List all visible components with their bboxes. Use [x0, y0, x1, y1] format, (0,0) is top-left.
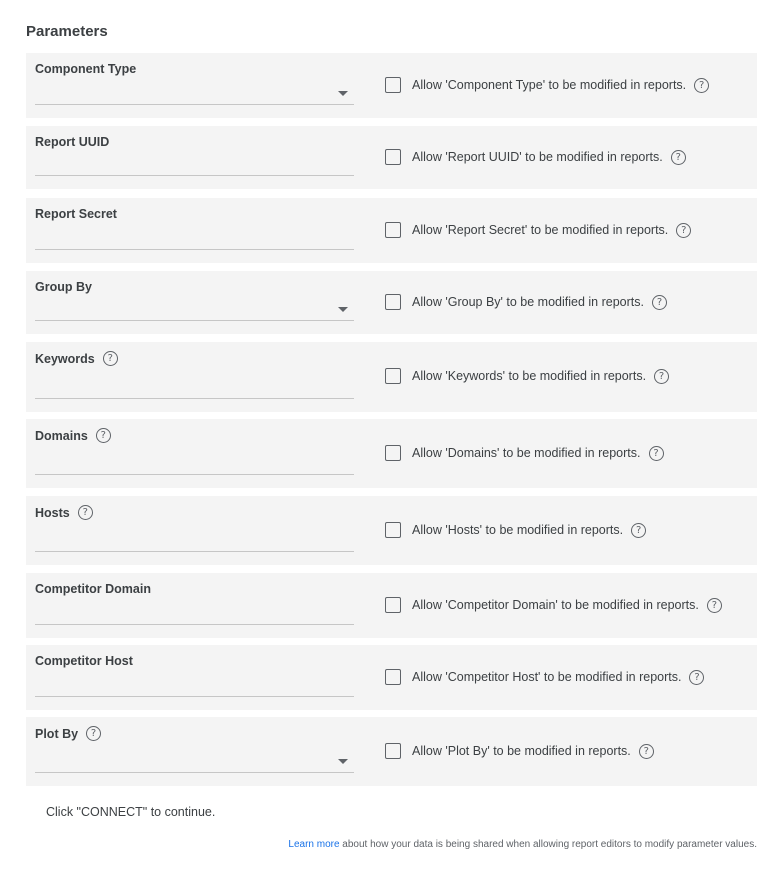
param-label-component-type [35, 62, 136, 76]
help-icon[interactable]: ? [707, 598, 722, 613]
learn-more-link[interactable]: Learn more [288, 839, 340, 850]
dropdown-arrow-icon[interactable] [338, 91, 348, 96]
allow-modify-component-type [385, 77, 709, 93]
param-label-domains [35, 428, 111, 443]
allow-modify-competitor-domain [385, 597, 722, 613]
help-icon[interactable]: ? [676, 223, 691, 238]
help-icon[interactable]: ? [96, 428, 111, 443]
param-label-text: Keywords [35, 351, 95, 366]
param-label-competitor-domain [35, 582, 151, 596]
help-icon[interactable]: ? [649, 446, 664, 461]
allow-checkbox[interactable] [385, 149, 401, 165]
param-label-hosts [35, 505, 93, 520]
param-row-report-uuid [26, 126, 757, 189]
allow-checkbox[interactable] [385, 597, 401, 613]
allow-checkbox[interactable] [385, 368, 401, 384]
param-label-report-secret [35, 207, 117, 221]
param-row-domains [26, 419, 757, 488]
help-icon[interactable]: ? [103, 351, 118, 366]
param-label-text: Domains [35, 428, 88, 443]
help-icon[interactable]: ? [86, 726, 101, 741]
param-row-competitor-host [26, 645, 757, 710]
allow-checkbox[interactable] [385, 77, 401, 93]
allow-text: Allow 'Group By' to be modified in reports. [412, 295, 644, 309]
dropdown-arrow-icon[interactable] [338, 307, 348, 312]
param-row-group-by [26, 271, 757, 334]
param-select-component-type[interactable] [35, 104, 354, 105]
param-select-group-by[interactable] [35, 320, 354, 321]
allow-text: Allow 'Competitor Host' to be modified in reports. [412, 670, 682, 684]
help-icon[interactable]: ? [652, 295, 667, 310]
param-row-component-type [26, 53, 757, 118]
param-label-keywords [35, 351, 118, 366]
param-label-text: Component Type [35, 62, 137, 76]
allow-modify-plot-by [385, 743, 654, 759]
param-label-text: Hosts [35, 505, 70, 520]
allow-modify-competitor-host [385, 669, 704, 685]
param-input-report-secret[interactable] [35, 249, 354, 250]
allow-modify-group-by [385, 294, 667, 310]
help-icon[interactable]: ? [654, 369, 669, 384]
allow-modify-hosts [385, 522, 646, 538]
param-label-text: Competitor Host [35, 654, 133, 668]
param-label-group-by [35, 280, 92, 294]
allow-checkbox[interactable] [385, 294, 401, 310]
param-row-report-secret [26, 198, 757, 263]
allow-modify-domains [385, 445, 664, 461]
param-input-competitor-host[interactable] [35, 696, 354, 697]
allow-checkbox[interactable] [385, 669, 401, 685]
dropdown-arrow-icon[interactable] [338, 759, 348, 764]
section-title: Parameters [26, 23, 108, 40]
allow-text: Allow 'Hosts' to be modified in reports. [412, 523, 624, 537]
footer-note [288, 839, 757, 850]
param-row-plot-by [26, 717, 757, 786]
allow-checkbox[interactable] [385, 522, 401, 538]
allow-text: Allow 'Report Secret' to be modified in reports. [412, 223, 669, 237]
param-input-keywords[interactable] [35, 398, 354, 399]
param-row-competitor-domain [26, 573, 757, 638]
param-label-report-uuid [35, 135, 109, 149]
param-input-report-uuid[interactable] [35, 175, 354, 176]
param-label-text: Report UUID [35, 135, 110, 149]
allow-checkbox[interactable] [385, 445, 401, 461]
param-input-competitor-domain[interactable] [35, 624, 354, 625]
param-label-competitor-host [35, 654, 133, 668]
param-input-domains[interactable] [35, 474, 354, 475]
allow-text: Allow 'Competitor Domain' to be modified in reports. [412, 598, 699, 612]
param-label-plot-by [35, 726, 101, 741]
allow-checkbox[interactable] [385, 222, 401, 238]
allow-checkbox[interactable] [385, 743, 401, 759]
allow-text: Allow 'Domains' to be modified in reports. [412, 446, 641, 460]
allow-text: Allow 'Component Type' to be modified in reports. [412, 78, 687, 92]
help-icon[interactable]: ? [78, 505, 93, 520]
allow-text: Allow 'Plot By' to be modified in reports. [412, 744, 631, 758]
param-label-text: Competitor Domain [35, 582, 151, 596]
param-row-keywords [26, 342, 757, 412]
help-icon[interactable]: ? [689, 670, 704, 685]
help-icon[interactable]: ? [639, 744, 654, 759]
allow-modify-keywords [385, 368, 669, 384]
param-label-text: Group By [35, 280, 92, 294]
help-icon[interactable]: ? [631, 523, 646, 538]
connect-hint: Click "CONNECT" to continue. [46, 805, 216, 819]
allow-text: Allow 'Keywords' to be modified in reports. [412, 369, 647, 383]
param-select-plot-by[interactable] [35, 772, 354, 773]
footer-text: about how your data is being shared when allowing report editors to modify parameter values. [339, 839, 757, 850]
param-input-hosts[interactable] [35, 551, 354, 552]
allow-text: Allow 'Report UUID' to be modified in reports. [412, 150, 663, 164]
allow-modify-report-secret [385, 222, 691, 238]
param-label-text: Plot By [35, 726, 79, 741]
param-label-text: Report Secret [35, 207, 117, 221]
param-row-hosts [26, 496, 757, 565]
help-icon[interactable]: ? [671, 150, 686, 165]
allow-modify-report-uuid [385, 149, 686, 165]
help-icon[interactable]: ? [694, 78, 709, 93]
